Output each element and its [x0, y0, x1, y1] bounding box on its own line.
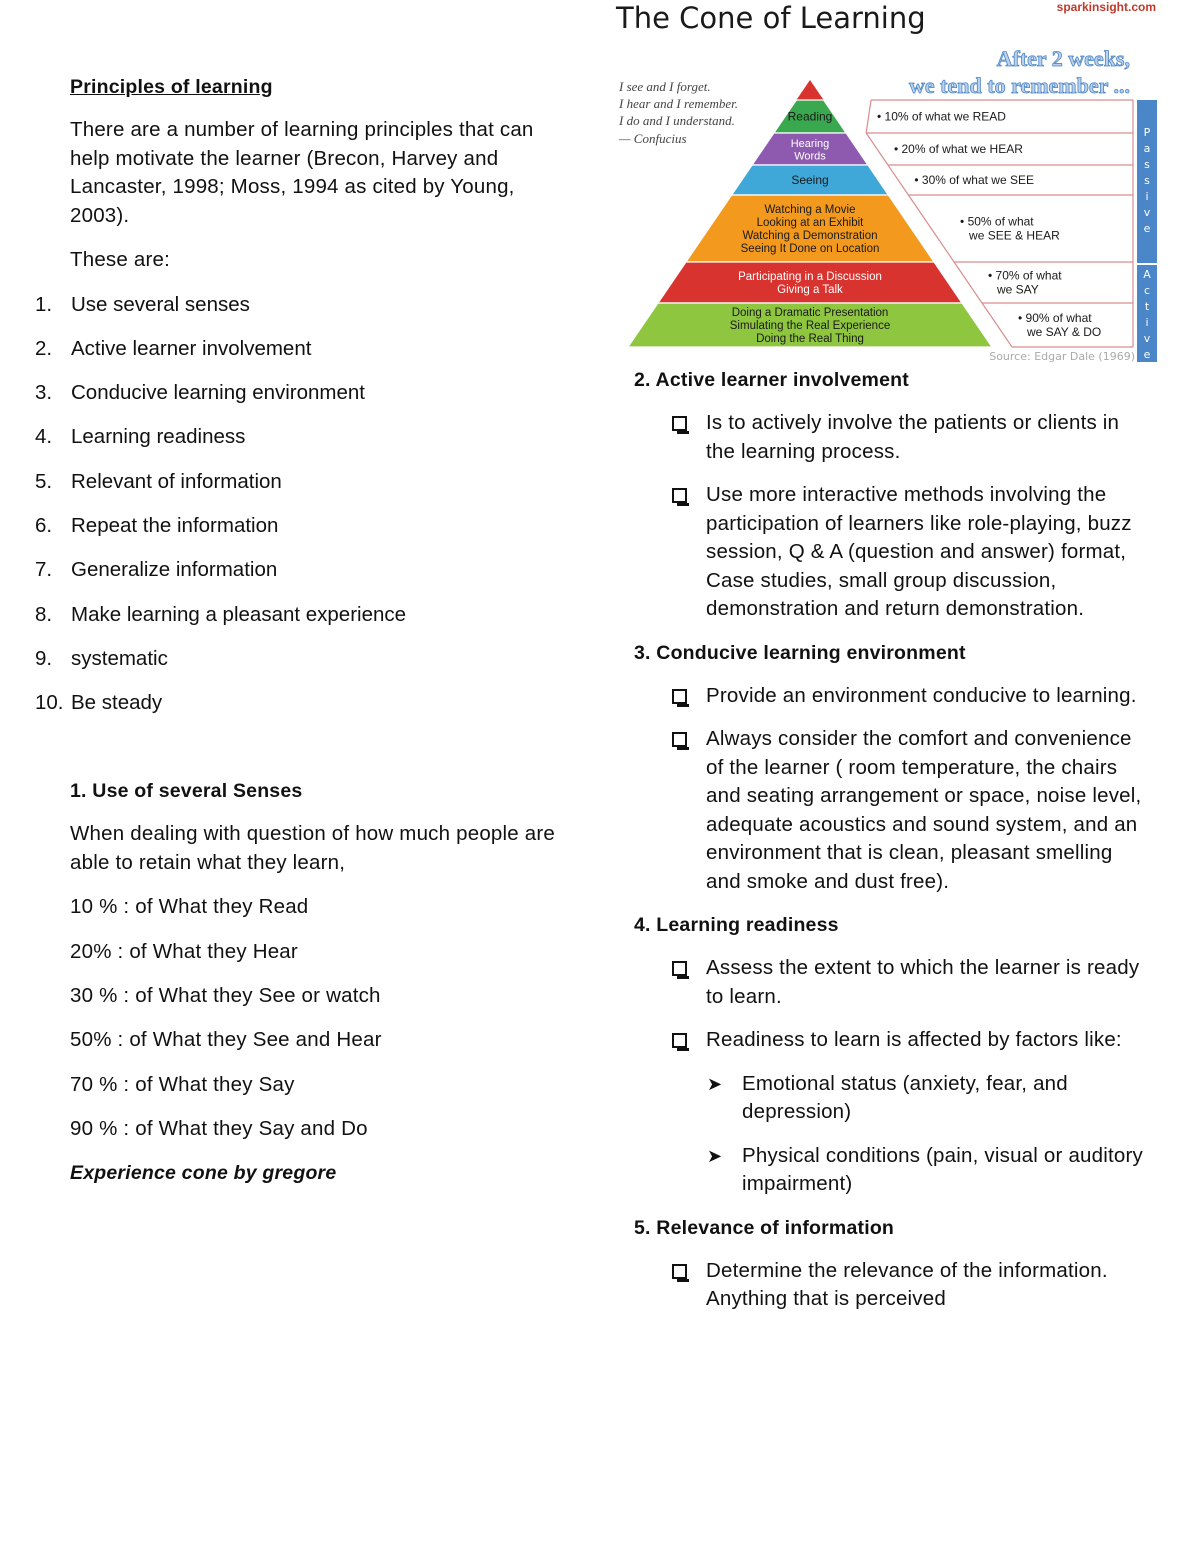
these-are-label: These are: — [70, 248, 170, 271]
tier-label: Watching a Movie — [764, 204, 856, 216]
retention-list — [70, 893, 570, 1159]
sub-bullet-item: ➤ Physical conditions (pain, visual or auditory impairment) — [707, 1143, 1143, 1195]
quote-line: I hear and I remember. — [619, 96, 739, 111]
section1-intro: When dealing with question of how much people are able to retain what they learn, — [70, 822, 556, 874]
tier-label: Words — [794, 150, 826, 163]
bullet-item: Determine the relevance of the information. Anything that is perceived — [634, 1257, 1144, 1314]
retention-item: 50% : of What they See and Hear — [70, 1028, 382, 1052]
active-letter: v — [1143, 332, 1151, 345]
quote-line: I do and I understand. — [619, 113, 735, 128]
arrow-bullet-icon: ➤ — [707, 1145, 723, 1166]
passive-letter: P — [1143, 126, 1151, 139]
passive-letter: i — [1145, 190, 1149, 203]
bullet-item: Assess the extent to which the learner is ready to learn. — [634, 954, 1144, 1011]
checkbox-bullet-icon — [672, 488, 687, 503]
tier-label: Simulating the Real Experience — [729, 320, 891, 332]
after-line2: we tend to remember ... — [909, 73, 1130, 98]
tier-label: Watching a Demonstration — [742, 230, 878, 242]
tier-label: Doing a Dramatic Presentation — [731, 307, 889, 319]
remember-label: we SAY — [997, 282, 1039, 297]
bullet-item: Always consider the comfort and convenience of the learner ( room temperature, the chairs and seating arrangement or space, noise level, adequate acoustics and sound system, and an environment that is clean, pleasant smelling and smoke and dust free). — [634, 725, 1144, 896]
active-letter: c — [1143, 284, 1151, 297]
list-item: 10. Be steady — [35, 691, 163, 715]
section2-heading: 2. Active learner involvement — [634, 369, 909, 391]
table-rule — [866, 100, 871, 133]
tier-label: Seeing It Done on Location — [740, 243, 880, 255]
table-rule — [888, 165, 908, 195]
bullet-item: Provide an environment conducive to learning. — [634, 682, 1144, 711]
active-letter: A — [1143, 268, 1151, 281]
retention-item: 20% : of What they Hear — [70, 939, 298, 963]
quote-line: — Confucius — [619, 131, 687, 146]
remember-label: • 30% of what we SEE — [914, 173, 1034, 187]
pyramid-tip — [796, 80, 823, 100]
checkbox-bullet-icon — [672, 689, 687, 704]
remember-label: • 10% of what we READ — [877, 109, 1006, 124]
section3-heading: 3. Conducive learning environment — [634, 641, 966, 664]
checkbox-bullet-icon — [672, 732, 687, 747]
site-label: sparkinsight.com — [1056, 0, 1156, 14]
after-line1: After 2 weeks, — [996, 46, 1130, 71]
left-column — [35, 60, 570, 1187]
passive-letter: s — [1144, 158, 1150, 171]
list-item: 3. Conducive learning environment — [35, 381, 366, 405]
remember-label: we SEE & HEAR — [969, 228, 1060, 243]
remember-label: • 70% of what — [988, 268, 1062, 283]
sub-bullet-item: ➤ Emotional status (anxiety, fear, and depression) — [707, 1071, 1068, 1123]
quote-line: I see and I forget. — [619, 79, 711, 94]
list-item: 8. Make learning a pleasant experience — [35, 602, 407, 626]
right-column — [634, 366, 1144, 1314]
checkbox-bullet-icon — [672, 416, 687, 431]
figure-title: The Cone of Learning — [616, 1, 926, 35]
list-item: 2. Active learner involvement — [35, 336, 312, 360]
section5-heading: 5. Relevance of information — [634, 1216, 895, 1239]
principles-title: Principles of learning — [70, 76, 273, 98]
list-item: 1. Use several senses — [35, 292, 250, 316]
principles-list — [0, 291, 570, 734]
list-item: 6. Repeat the information — [35, 513, 279, 537]
passive-letter: a — [1143, 142, 1151, 155]
bullet-item: Is to actively involve the patients or clients in the learning process. — [634, 409, 1144, 466]
principles-intro: There are a number of learning principles that can help motivate the learner (Brecon, Harvey and Lancaster, 1998; Moss, 1994 as cited by Young, 2003). — [70, 118, 534, 227]
remember-label: we SAY & DO — [1027, 325, 1102, 339]
checkbox-bullet-icon — [672, 1264, 687, 1279]
confucius-quote — [618, 79, 738, 146]
bullet-item: Use more interactive methods involving the participation of learners like role-playing, buzz session, Q & A (question and answer) format, Case studies, small group discussion, demonstration and return demonstration. — [634, 481, 1144, 624]
passive-active-bar — [1137, 100, 1157, 362]
checkbox-bullet-icon — [672, 1033, 687, 1048]
active-letter: i — [1145, 316, 1149, 329]
list-item: 7. Generalize information — [35, 558, 278, 582]
cone-of-learning-figure — [613, 0, 1160, 366]
active-letter: t — [1144, 300, 1150, 313]
tier-label: Participating in a Discussion — [738, 271, 882, 283]
list-item: 4. Learning readiness — [35, 425, 246, 449]
passive-letter: v — [1143, 206, 1151, 219]
retention-item: 70 % : of What they Say — [70, 1072, 295, 1096]
tier-label: Reading — [787, 109, 833, 124]
tier-label: Giving a Talk — [777, 284, 843, 296]
source-label: Source: Edgar Dale (1969) — [989, 350, 1135, 363]
checkbox-bullet-icon — [672, 961, 687, 976]
remember-label: • 90% of what — [1018, 311, 1092, 325]
arrow-bullet-icon: ➤ — [707, 1073, 723, 1094]
tier-label: Hearing — [790, 137, 830, 150]
retention-item: 30 % : of What they See or watch — [70, 984, 381, 1008]
remember-label: • 20% of what we HEAR — [893, 142, 1023, 156]
tier-label: Doing the Real Thing — [756, 333, 864, 345]
active-letter: e — [1143, 348, 1151, 361]
tier-label: Seeing — [791, 173, 829, 187]
remember-label: • 50% of what — [960, 214, 1034, 229]
bullet-item: Readiness to learn is affected by factors like: — [634, 1026, 1144, 1055]
section4-heading: 4. Learning readiness — [634, 914, 839, 936]
retention-item: 90 % : of What they Say and Do — [70, 1116, 368, 1140]
section1-heading: 1. Use of several Senses — [70, 780, 303, 803]
retention-item: 10 % : of What they Read — [70, 895, 309, 919]
table-rule — [866, 133, 888, 165]
list-item: 9. systematic — [35, 646, 168, 670]
tier-label: Looking at an Exhibit — [756, 217, 864, 229]
passive-letter: s — [1144, 174, 1150, 187]
cone-credit: Experience cone by gregore — [70, 1162, 337, 1185]
passive-letter: e — [1143, 222, 1151, 235]
list-item: 5. Relevant of information — [35, 469, 282, 493]
